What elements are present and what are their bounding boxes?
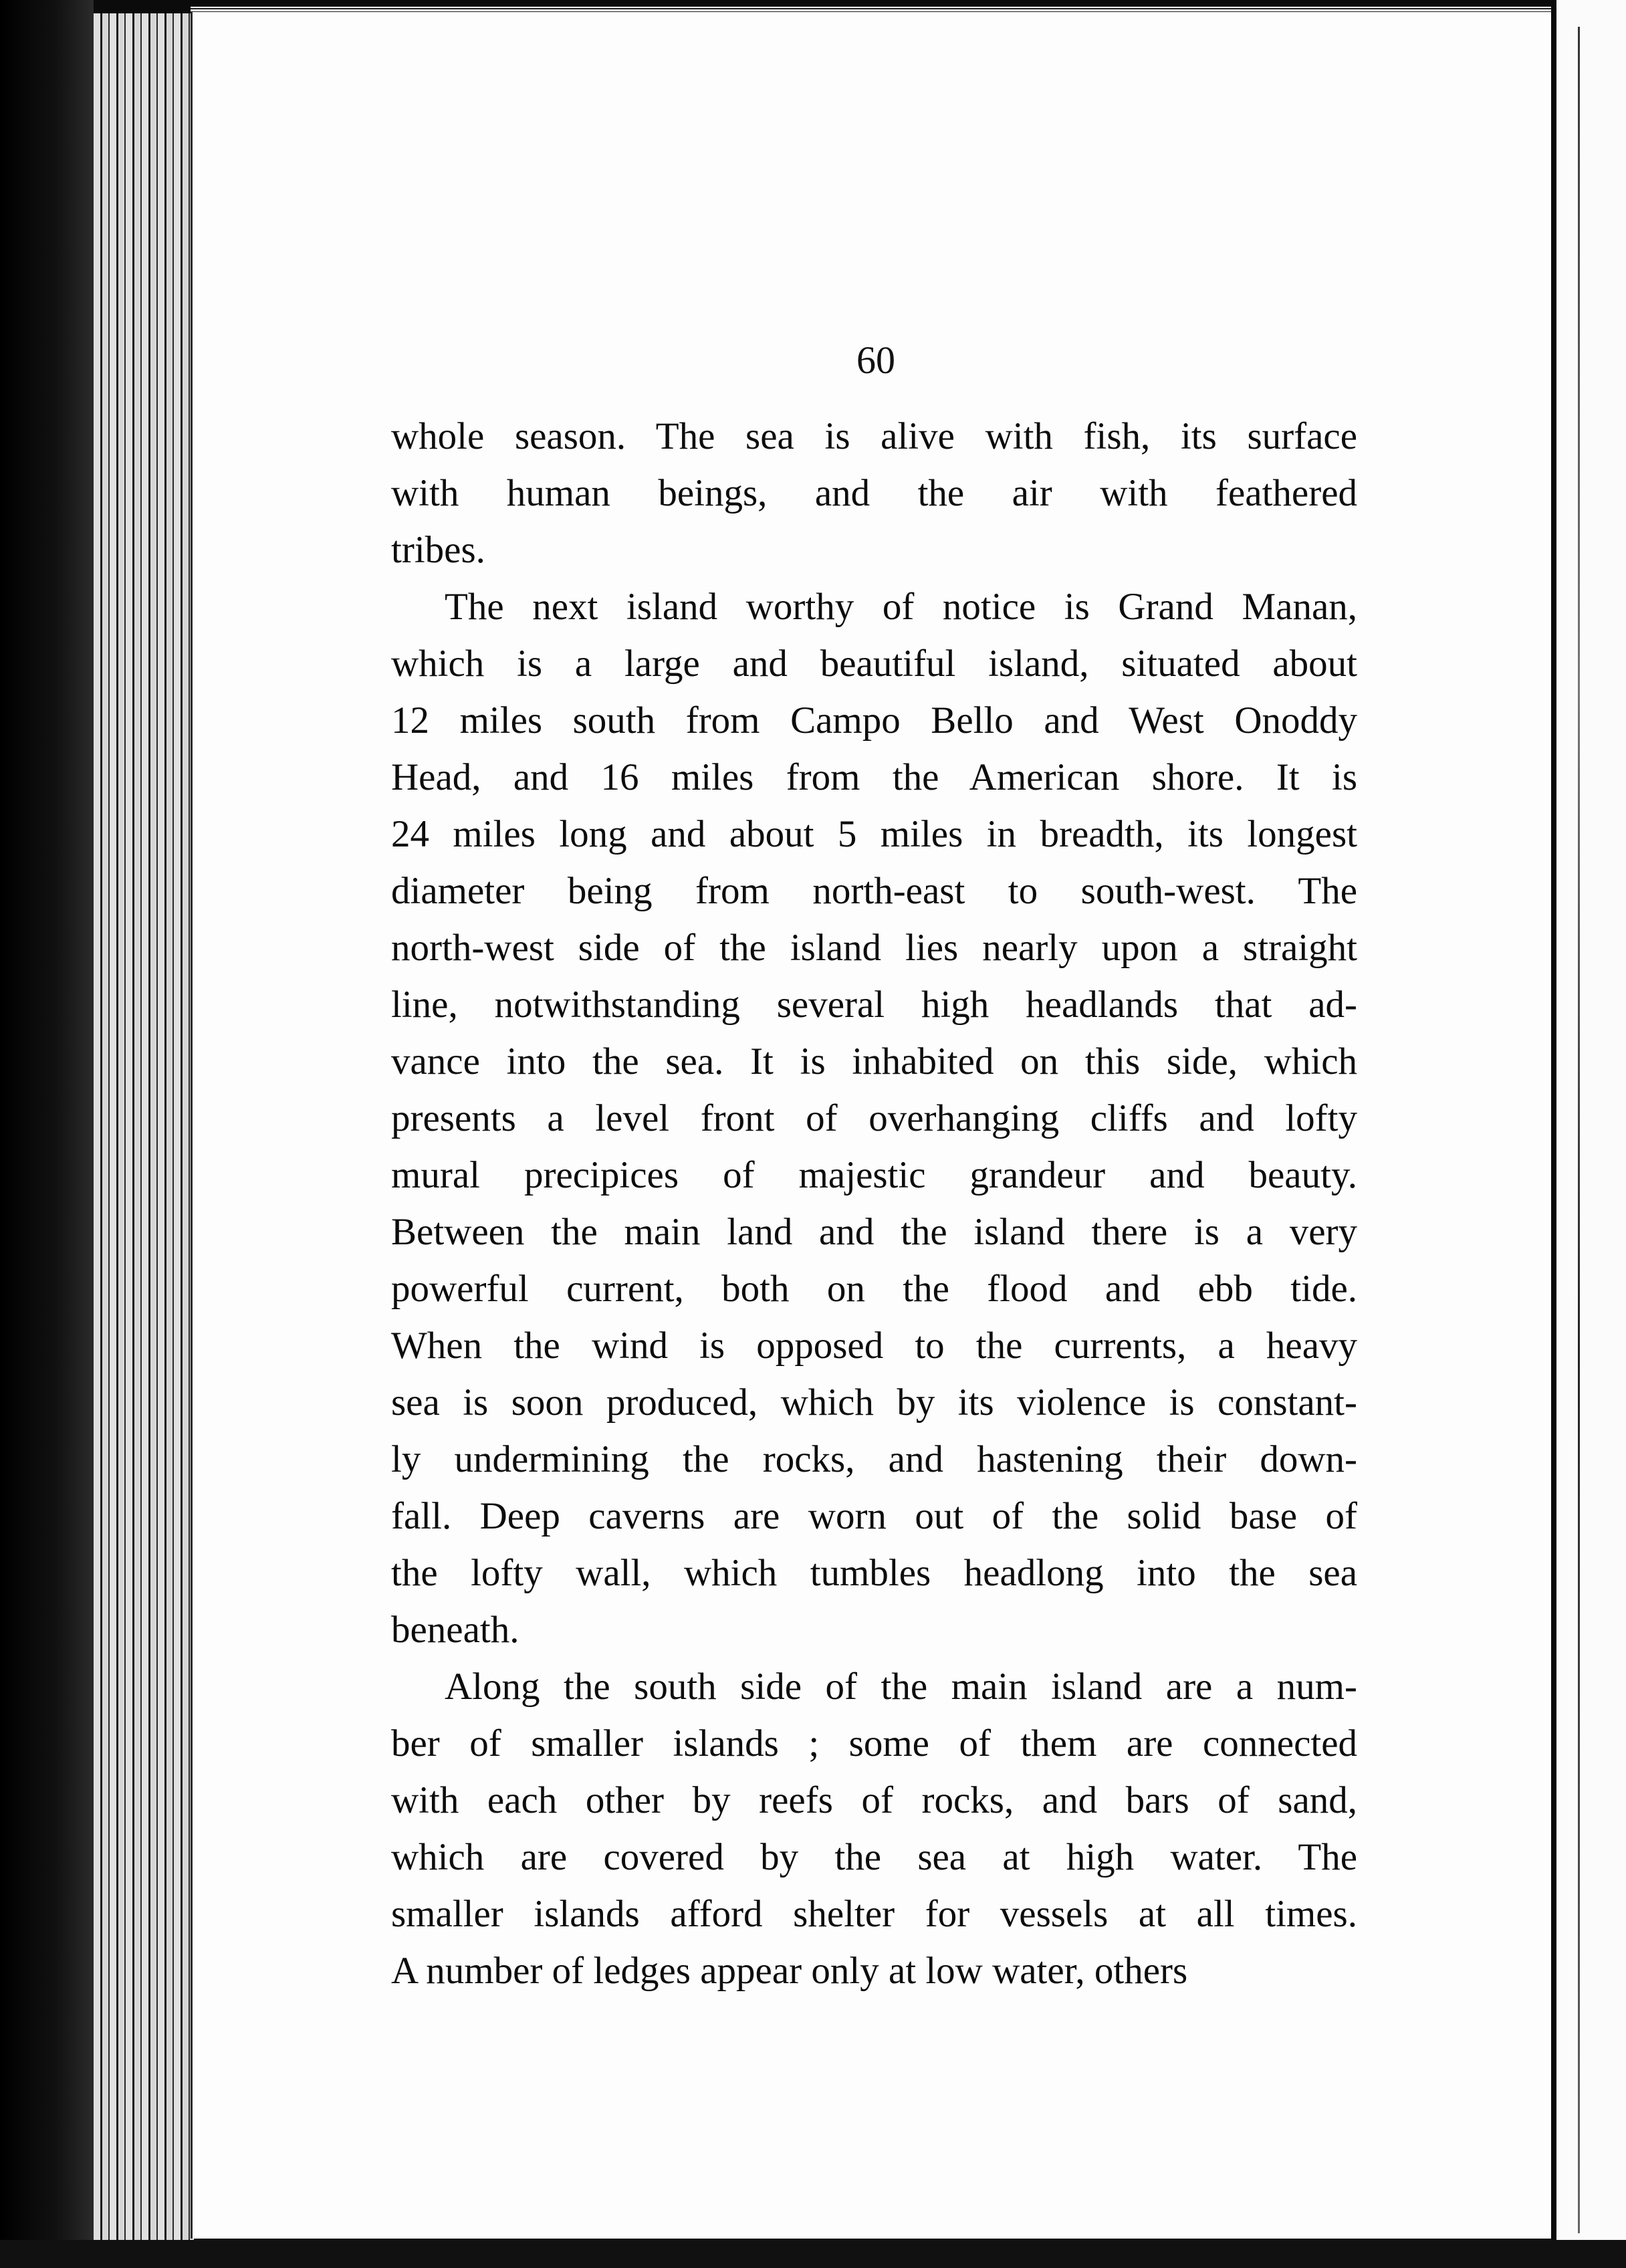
text-line: presents a level front of overhanging cliffs and lofty: [391, 1097, 1357, 1139]
paragraph: [391, 1658, 1357, 1999]
text-line: Along the south side of the main island are a num-: [445, 1666, 1357, 1708]
text-line: smaller islands afford shelter for vessels at all times.: [391, 1893, 1357, 1935]
book-spine-shadow: [0, 0, 94, 2268]
text-line: When the wind is opposed to the currents, a heavy: [391, 1325, 1357, 1367]
text-line: the lofty wall, which tumbles headlong into the sea: [391, 1552, 1357, 1594]
text-line: fall. Deep caverns are worn out of the solid base of: [391, 1495, 1357, 1537]
text-line: with each other by reefs of rocks, and bars of sand,: [391, 1779, 1357, 1821]
text-line: ly undermining the rocks, and hastening their down-: [391, 1438, 1357, 1480]
text-line: diameter being from north-east to south-west. The: [391, 870, 1357, 912]
page-number: 60: [856, 338, 895, 382]
text-line: which are covered by the sea at high water. The: [391, 1836, 1357, 1878]
text-line: vance into the sea. It is inhabited on this side, which: [391, 1040, 1357, 1083]
text-line: tribes.: [391, 529, 485, 571]
text-line: A number of ledges appear only at low water, others: [391, 1950, 1188, 1992]
text-line: Between the main land and the island there is a very: [391, 1211, 1357, 1253]
facing-page-line: [1578, 27, 1580, 2233]
paragraph: [391, 578, 1357, 1658]
text-line: The next island worthy of notice is Grand Manan,: [445, 586, 1357, 628]
text-line: which is a large and beautiful island, situated about: [391, 643, 1357, 685]
facing-page-edge: [1551, 0, 1626, 2268]
text-line: sea is soon produced, which by its violence is constant-: [391, 1381, 1357, 1424]
text-line: north-west side of the island lies nearly upon a straight: [391, 927, 1357, 969]
text-line: line, notwithstanding several high headlands that ad-: [391, 984, 1357, 1026]
body-text: [391, 408, 1357, 1999]
text-line: with human beings, and the air with feathered: [391, 472, 1357, 514]
text-line: ber of smaller islands ; some of them are connected: [391, 1722, 1357, 1765]
text-line: powerful current, both on the flood and ebb tide.: [391, 1268, 1357, 1310]
text-line: 12 miles south from Campo Bello and West Onoddy: [391, 699, 1357, 742]
bottom-shadow: [0, 2240, 1626, 2268]
paragraph: [391, 408, 1357, 578]
text-line: beneath.: [391, 1609, 519, 1651]
text-line: Head, and 16 miles from the American shore. It is: [391, 756, 1357, 798]
text-line: 24 miles long and about 5 miles in breadth, its longest: [391, 813, 1357, 855]
text-line: mural precipices of majestic grandeur and beauty.: [391, 1154, 1357, 1196]
text-line: whole season. The sea is alive with fish, its surface: [391, 415, 1357, 457]
page-edges: [94, 13, 194, 2240]
